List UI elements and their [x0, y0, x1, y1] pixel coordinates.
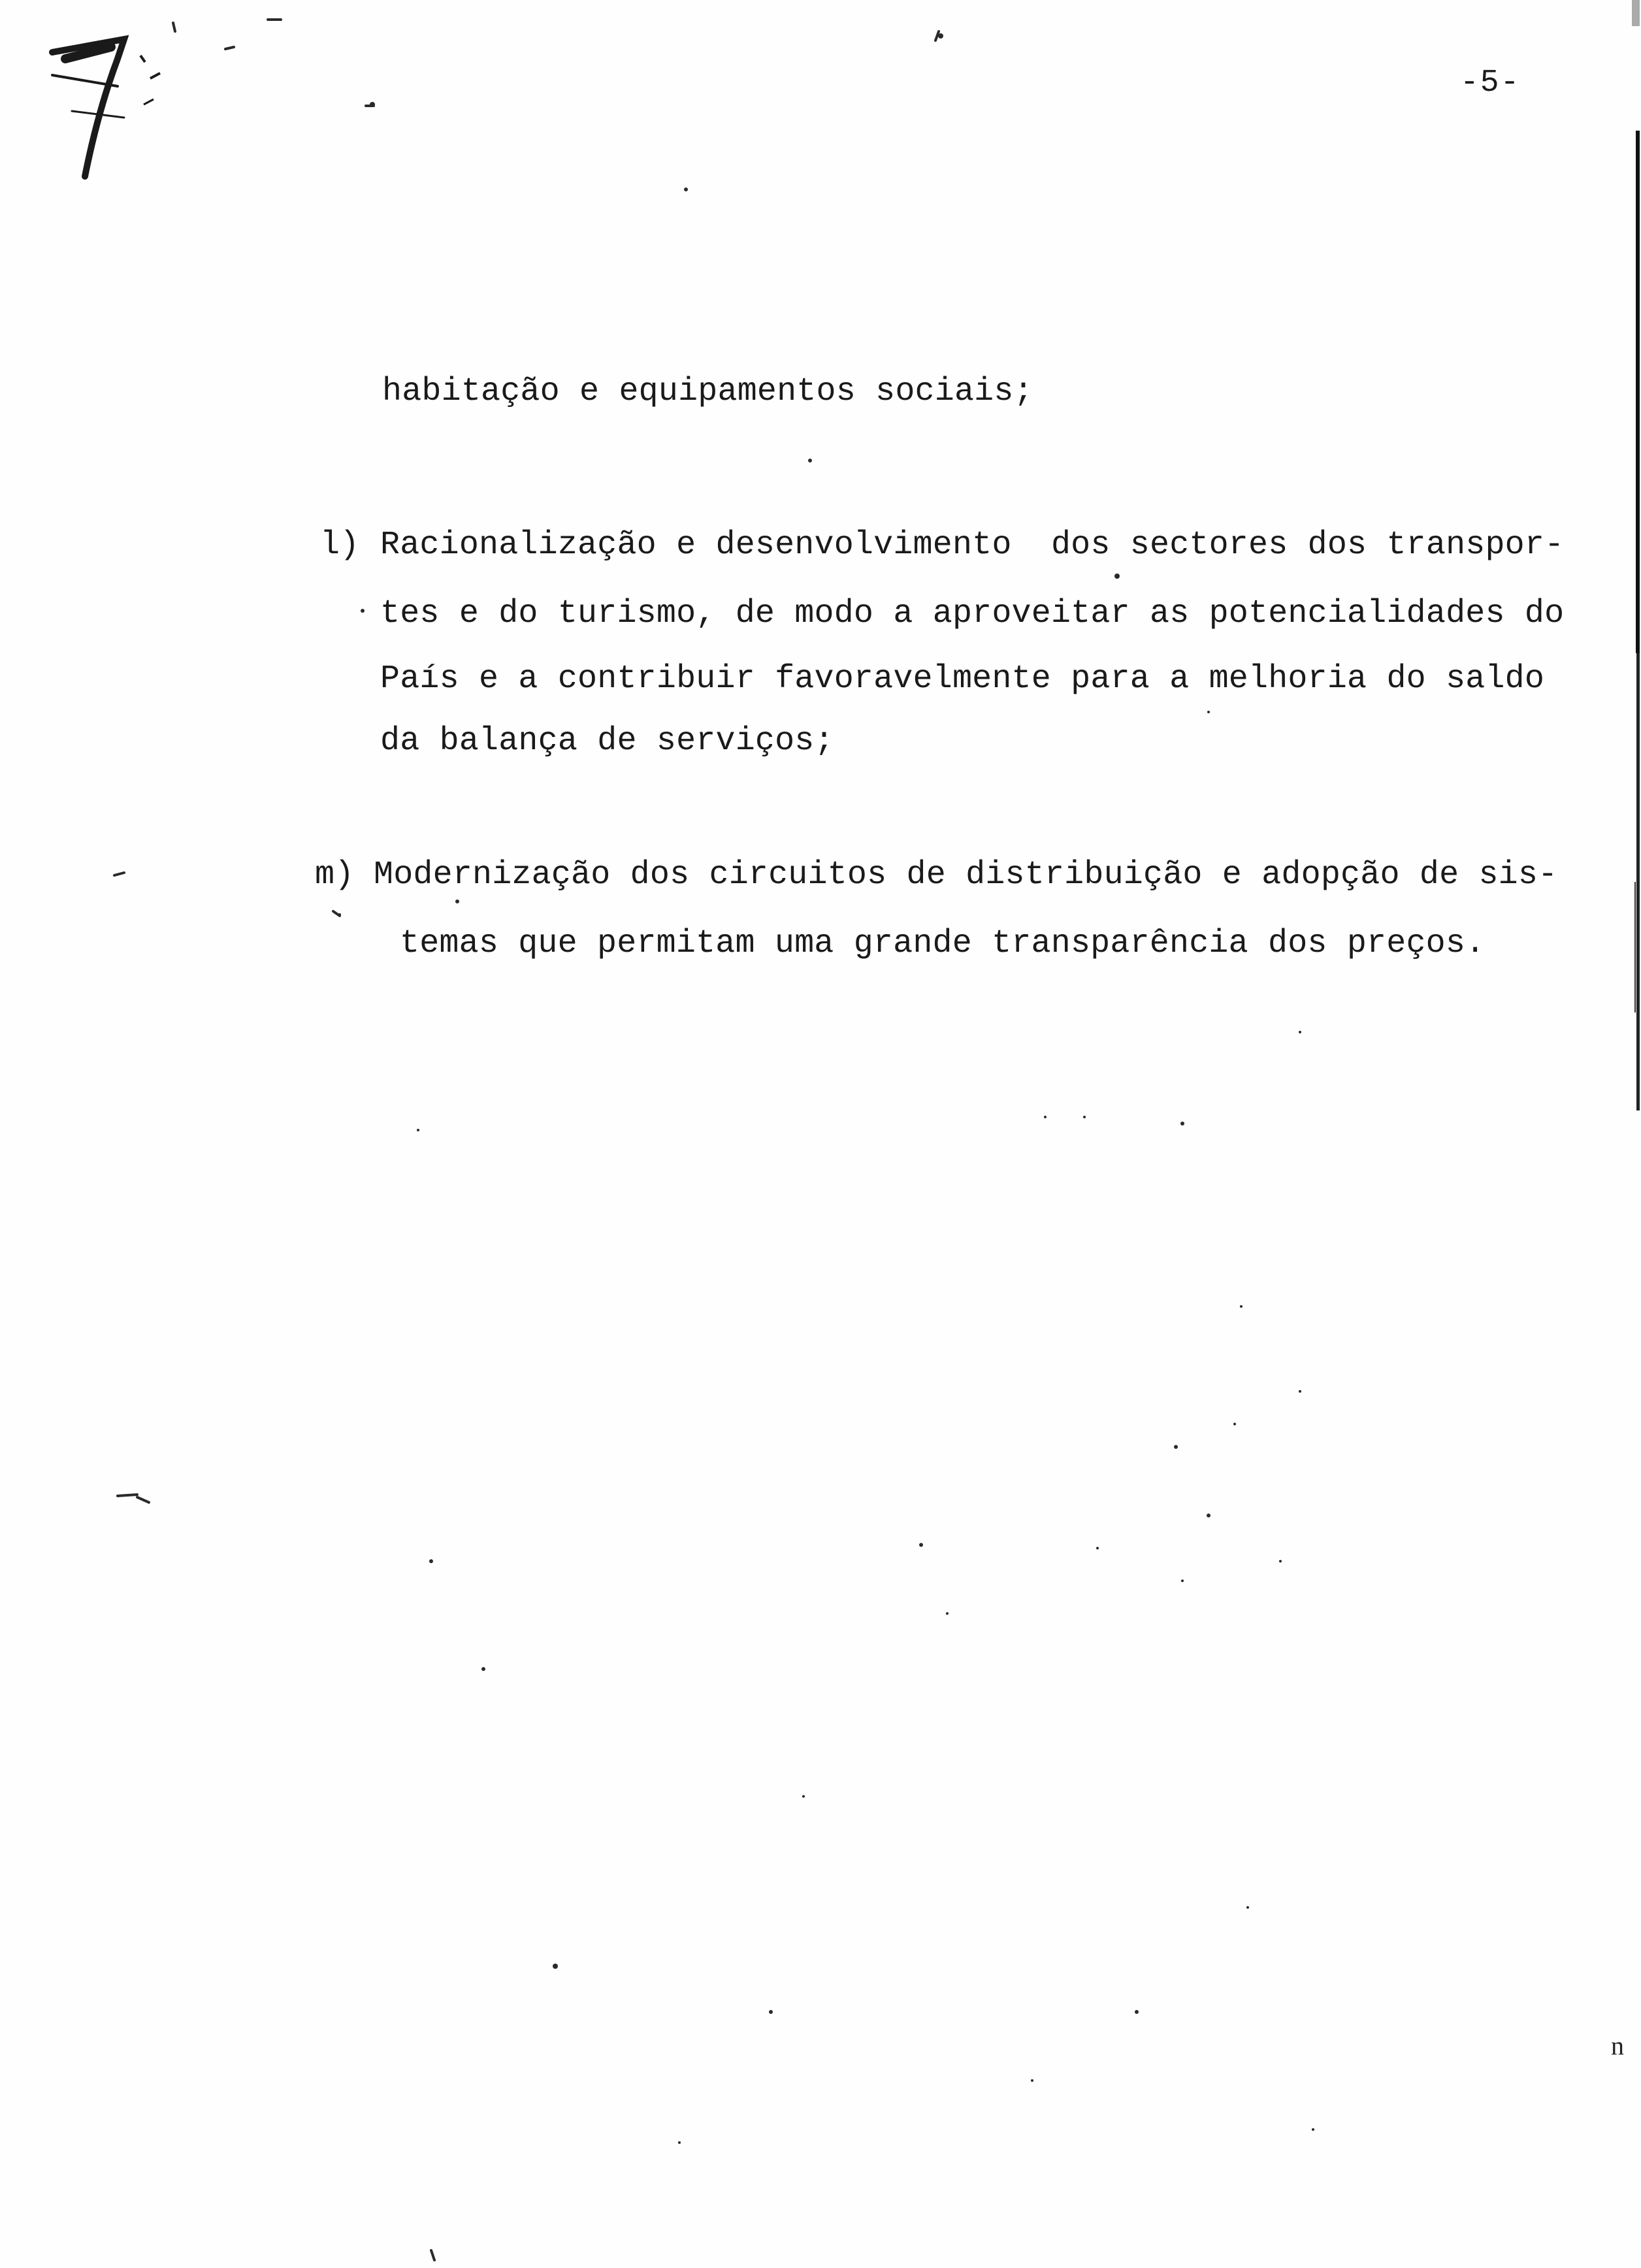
item-l-line-4: da balança de serviços; — [380, 722, 834, 760]
item-l-line-1: Racionalização e desenvolvimento dos sectores dos transpor- — [380, 526, 1565, 564]
item-m-line-2: temas que permitam uma grande transparência dos preços. — [400, 925, 1486, 962]
item-l-line-2: tes e do turismo, de modo a aproveitar as potencialidades do — [380, 595, 1565, 632]
item-l-line-3: País e a contribuir favoravelmente para a melhoria do saldo — [380, 660, 1545, 698]
item-l-marker: l) — [320, 526, 360, 564]
intro-line: habitação e equipamentos sociais; — [382, 373, 1033, 410]
page-number: -5- — [1460, 65, 1521, 101]
item-m-line-1: Modernização dos circuitos de distribuição e adopção de sis- — [374, 856, 1558, 894]
item-m-marker: m) — [315, 856, 355, 894]
scan-edge — [1631, 0, 1641, 2268]
margin-mark: n — [1611, 2031, 1624, 2060]
handwritten-seven-mark — [26, 13, 183, 183]
